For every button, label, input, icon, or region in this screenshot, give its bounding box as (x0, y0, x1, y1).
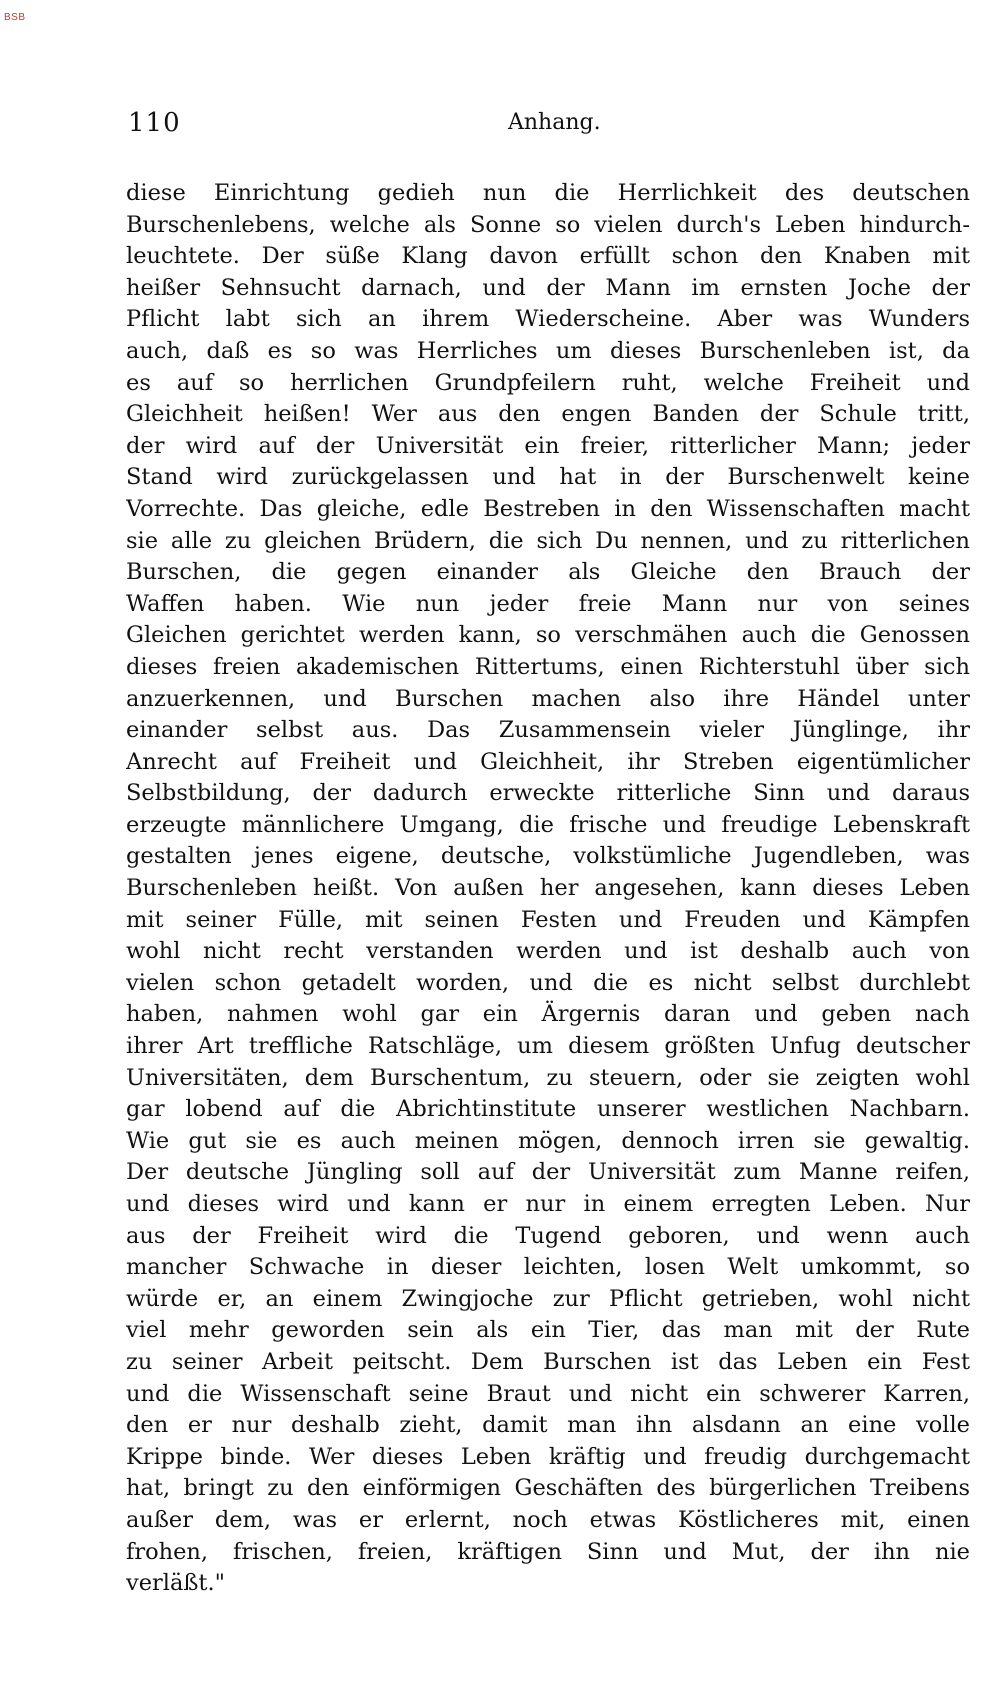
text-line: Gleichen gerichtet werden kann, so verschmähen auch die Genossen (126, 622, 970, 649)
text-line: dieses freien akademischen Rittertums, einen Richterstuhl über sich (126, 653, 970, 680)
library-watermark: BSB (4, 12, 26, 23)
text-line: Gleichheit heißen! Wer aus den engen Banden der Schule tritt, (126, 401, 970, 428)
text-line: der wird auf der Universität ein freier, ritterlicher Mann; jeder (126, 432, 970, 459)
text-line: haben, nahmen wohl gar ein Ärgernis daran und geben nach (126, 1001, 970, 1028)
text-line: Vorrechte. Das gleiche, edle Bestreben in den Wissenschaften macht (126, 495, 970, 522)
page-number: 110 (128, 108, 181, 138)
text-line: Krippe binde. Wer dieses Leben kräftig und freudig durchgemacht (126, 1443, 970, 1470)
text-line: Selbstbildung, der dadurch erweckte ritterliche Sinn und daraus (126, 780, 970, 807)
running-head: Anhang. (508, 110, 601, 135)
text-line: diese Einrichtung gedieh nun die Herrlichkeit des deutschen (126, 180, 970, 206)
text-line: hat, bringt zu den einförmigen Geschäften des bürgerlichen Treibens (126, 1475, 970, 1502)
text-line: Waffen haben. Wie nun jeder freie Mann nur von seines (126, 590, 970, 617)
text-line: Stand wird zurückgelassen und hat in der Burschenwelt keine (126, 464, 970, 491)
text-line: Burschenleben heißt. Von außen her angesehen, kann dieses Leben (126, 875, 970, 902)
text-line: einander selbst aus. Das Zusammensein vieler Jünglinge, ihr (126, 717, 970, 744)
text-line: verläßt." (126, 1570, 225, 1597)
text-line: und die Wissenschaft seine Braut und nicht ein schwerer Karren, (126, 1380, 970, 1407)
text-line: vielen schon getadelt worden, und die es nicht selbst durchlebt (126, 969, 970, 996)
page-header (128, 108, 968, 144)
text-line: würde er, an einem Zwingjoche zur Pflicht getrieben, wohl nicht (126, 1285, 970, 1312)
text-line: und dieses wird und kann er nur in einem erregten Leben. Nur (126, 1191, 970, 1217)
text-line: sie alle zu gleichen Brüdern, die sich Du nennen, und zu ritterlichen (126, 527, 970, 554)
text-line: aus der Freiheit wird die Tugend geboren, und wenn auch (126, 1222, 970, 1249)
text-line: Anrecht auf Freiheit und Gleichheit, ihr Streben eigentümlicher (126, 748, 970, 775)
text-line: leuchtete. Der süße Klang davon erfüllt schon den Knaben mit (126, 243, 970, 270)
text-line: Wie gut sie es auch meinen mögen, dennoch irren sie gewaltig. (126, 1127, 970, 1154)
text-line: gestalten jenes eigene, deutsche, volkstümliche Jugendleben, was (126, 843, 970, 870)
text-line: Pflicht labt sich an ihrem Wiederscheine. Aber was Wunders (126, 306, 970, 333)
text-line: mit seiner Fülle, mit seinen Festen und Freuden und Kämpfen (126, 906, 970, 933)
text-line: erzeugte männlichere Umgang, die frische und freudige Lebenskraft (126, 811, 970, 838)
text-line: es auf so herrlichen Grundpfeilern ruht, welche Freiheit und (126, 369, 970, 396)
text-line: viel mehr geworden sein als ein Tier, das man mit der Rute (126, 1317, 970, 1344)
text-line: mancher Schwache in dieser leichten, losen Welt umkommt, so (126, 1254, 970, 1281)
text-line: frohen, frischen, freien, kräftigen Sinn und Mut, der ihn nie (126, 1538, 970, 1565)
body-text (126, 178, 970, 1600)
text-line: anzuerkennen, und Burschen machen also ihre Händel unter (126, 685, 970, 712)
text-line: ihrer Art treffliche Ratschläge, um diesem größten Unfug deutscher (126, 1033, 970, 1060)
text-line: auch, daß es so was Herrliches um dieses Burschenleben ist, da (126, 337, 970, 364)
text-line: Burschen, die gegen einander als Gleiche den Brauch der (126, 559, 970, 586)
text-line: Burschenlebens, welche als Sonne so vielen durch's Leben hindurch- (126, 211, 970, 238)
text-line: den er nur deshalb zieht, damit man ihn alsdann an eine volle (126, 1412, 970, 1439)
text-line: gar lobend auf die Abrichtinstitute unserer westlichen Nachbarn. (126, 1096, 970, 1123)
text-line: wohl nicht recht verstanden werden und ist deshalb auch von (126, 938, 970, 965)
text-line: außer dem, was er erlernt, noch etwas Köstlicheres mit, einen (126, 1506, 970, 1533)
text-line: Der deutsche Jüngling soll auf der Universität zum Manne reifen, (126, 1159, 970, 1186)
text-line: zu seiner Arbeit peitscht. Dem Burschen ist das Leben ein Fest (126, 1348, 970, 1375)
text-line: heißer Sehnsucht darnach, und der Mann im ernsten Joche der (126, 274, 970, 301)
text-line: Universitäten, dem Burschentum, zu steuern, oder sie zeigten wohl (126, 1064, 970, 1091)
